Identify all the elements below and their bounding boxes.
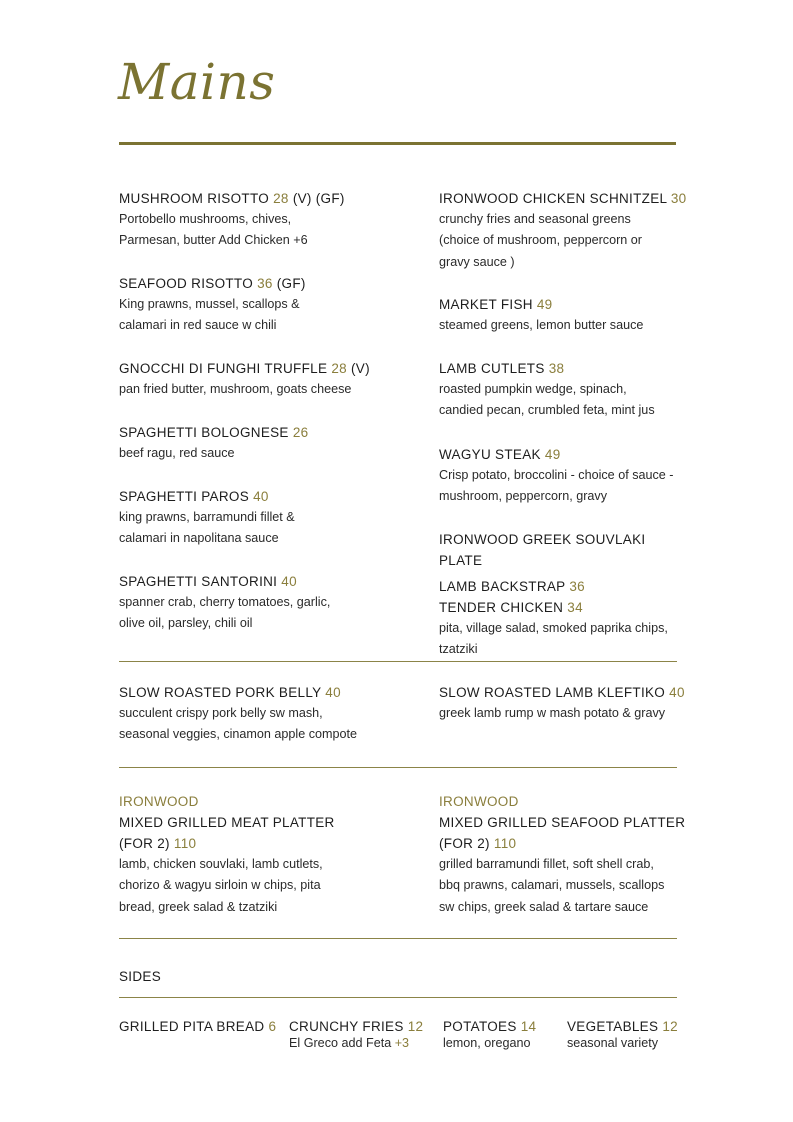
item-desc: greek lamb rump w mash potato & gravy: [439, 706, 666, 720]
menu-item-pork-belly: [119, 682, 419, 746]
item-desc: spanner crab, cherry tomatoes, garlic,: [119, 595, 331, 609]
item-price: 12: [662, 1019, 678, 1034]
item-name: CRUNCHY FRIES: [289, 1019, 404, 1034]
item-tags: (V) (GF): [292, 191, 345, 206]
item-desc: steamed greens, lemon butter sauce: [439, 318, 644, 332]
sides-divider: [119, 997, 677, 998]
item-price: 40: [325, 685, 341, 700]
item-name: MUSHROOM RISOTTO: [119, 191, 270, 206]
item-price: 36: [569, 579, 585, 594]
item-desc: beef ragu, red sauce: [119, 446, 235, 460]
item-desc: Parmesan, butter Add Chicken +6: [119, 233, 308, 248]
item-desc: pita, village salad, smoked paprika chips,: [439, 621, 668, 635]
item-price: 49: [544, 447, 561, 462]
platter-brand: IRONWOOD: [119, 794, 199, 809]
item-desc: bbq prawns, calamari, mussels, scallops: [439, 878, 665, 893]
item-desc: (choice of mushroom, peppercorn or: [439, 233, 642, 248]
item-desc: bread, greek salad & tzatziki: [119, 899, 278, 914]
item-price: 110: [173, 836, 197, 851]
item-price: 6: [268, 1019, 277, 1034]
item-price: 110: [493, 836, 517, 851]
menu-item-souvlaki-plate: [439, 529, 689, 661]
item-desc: lamb, chicken souvlaki, lamb cutlets,: [119, 857, 323, 871]
item-price: 34: [567, 600, 583, 615]
item-tags: (GF): [276, 276, 306, 291]
souvlaki-heading: IRONWOOD GREEK SOUVLAKI PLATE: [439, 532, 646, 568]
item-name: SEAFOOD RISOTTO: [119, 276, 254, 291]
item-price: 40: [281, 574, 297, 589]
title-divider: [119, 142, 676, 145]
section-divider: [119, 661, 677, 662]
item-desc: grilled barramundi fillet, soft shell crab,: [439, 857, 654, 871]
item-name: LAMB CUTLETS: [439, 361, 545, 376]
item-tags: (V): [351, 361, 370, 376]
item-name: LAMB BACKSTRAP: [439, 579, 566, 594]
platter-brand: IRONWOOD: [439, 794, 519, 809]
platter-serves: (FOR 2): [439, 836, 490, 851]
menu-item-seafood-risotto: [119, 273, 419, 337]
menu-item-seafood-platter: [439, 791, 689, 918]
item-desc: roasted pumpkin wedge, spinach,: [439, 382, 627, 396]
item-extra-price: +3: [394, 1036, 410, 1050]
item-desc: calamari in red sauce w chili: [119, 318, 277, 333]
item-name: WAGYU STEAK: [439, 447, 541, 462]
item-name: SPAGHETTI BOLOGNESE: [119, 425, 289, 440]
item-name: POTATOES: [443, 1019, 517, 1034]
menu-item-spaghetti-santorini: [119, 571, 419, 635]
item-desc: tzatziki: [439, 642, 478, 657]
item-desc: olive oil, parsley, chili oil: [119, 616, 253, 631]
item-desc: candied pecan, crumbled feta, mint jus: [439, 403, 655, 418]
item-name: TENDER CHICKEN: [439, 600, 564, 615]
item-name: VEGETABLES: [567, 1019, 659, 1034]
side-item-fries: [289, 1018, 423, 1052]
menu-item-mushroom-risotto: [119, 188, 419, 252]
menu-item-spaghetti-paros: [119, 486, 419, 550]
menu-item-lamb-cutlets: [439, 358, 689, 422]
item-desc: chorizo & wagyu sirloin w chips, pita: [119, 878, 321, 893]
item-desc: Portobello mushrooms, chives,: [119, 212, 292, 226]
page-title: Mains: [118, 53, 276, 111]
item-price: 30: [670, 191, 687, 206]
menu-item-meat-platter: [119, 791, 419, 918]
item-name: GNOCCHI DI FUNGHI TRUFFLE: [119, 361, 328, 376]
item-name: IRONWOOD CHICKEN SCHNITZEL: [439, 191, 667, 206]
item-desc: lemon, oregano: [443, 1036, 531, 1050]
menu-item-lamb-kleftiko: [439, 682, 689, 724]
menu-item-market-fish: [439, 294, 689, 336]
side-item-potatoes: [443, 1018, 536, 1052]
item-name: GRILLED PITA BREAD: [119, 1019, 265, 1034]
item-desc: seasonal veggies, cinamon apple compote: [119, 727, 358, 742]
item-desc: calamari in napolitana sauce: [119, 531, 279, 546]
item-desc: pan fried butter, mushroom, goats cheese: [119, 382, 352, 396]
item-name: SPAGHETTI SANTORINI: [119, 574, 278, 589]
item-price: 36: [257, 276, 273, 291]
item-price: 49: [536, 297, 553, 312]
item-desc: succulent crispy pork belly sw mash,: [119, 706, 323, 720]
item-name: MIXED GRILLED SEAFOOD PLATTER: [439, 815, 686, 830]
item-desc: gravy sauce ): [439, 254, 515, 269]
item-name: MARKET FISH: [439, 297, 533, 312]
item-name: SLOW ROASTED LAMB KLEFTIKO: [439, 685, 666, 700]
item-name: MIXED GRILLED MEAT PLATTER: [119, 815, 335, 830]
item-price: 28: [331, 361, 347, 376]
item-price: 26: [292, 425, 309, 440]
item-price: 38: [548, 361, 565, 376]
side-item-pita: [119, 1018, 276, 1035]
platter-serves: (FOR 2): [119, 836, 170, 851]
item-desc: El Greco add Feta: [289, 1036, 392, 1050]
item-desc: king prawns, barramundi fillet &: [119, 510, 295, 524]
menu-item-spaghetti-bolognese: [119, 422, 419, 464]
menu-item-wagyu-steak: [439, 444, 689, 508]
item-price: 40: [669, 685, 685, 700]
item-desc: crunchy fries and seasonal greens: [439, 212, 631, 226]
menu-item-gnocchi: [119, 358, 419, 400]
item-name: SPAGHETTI PAROS: [119, 489, 250, 504]
item-desc: King prawns, mussel, scallops &: [119, 297, 300, 311]
item-price: 40: [253, 489, 269, 504]
item-desc: mushroom, peppercorn, gravy: [439, 489, 607, 504]
item-price: 12: [407, 1019, 424, 1034]
side-item-vegetables: [567, 1018, 678, 1052]
menu-item-chicken-schnitzel: [439, 188, 689, 273]
item-desc: Crisp potato, broccolini - choice of sauce -: [439, 468, 674, 482]
item-desc: seasonal variety: [567, 1036, 659, 1050]
item-price: 14: [520, 1019, 537, 1034]
item-desc: sw chips, greek salad & tartare sauce: [439, 899, 649, 914]
item-price: 28: [273, 191, 289, 206]
section-divider: [119, 938, 677, 939]
section-divider: [119, 767, 677, 768]
sides-heading: SIDES: [119, 969, 162, 984]
item-name: SLOW ROASTED PORK BELLY: [119, 685, 322, 700]
